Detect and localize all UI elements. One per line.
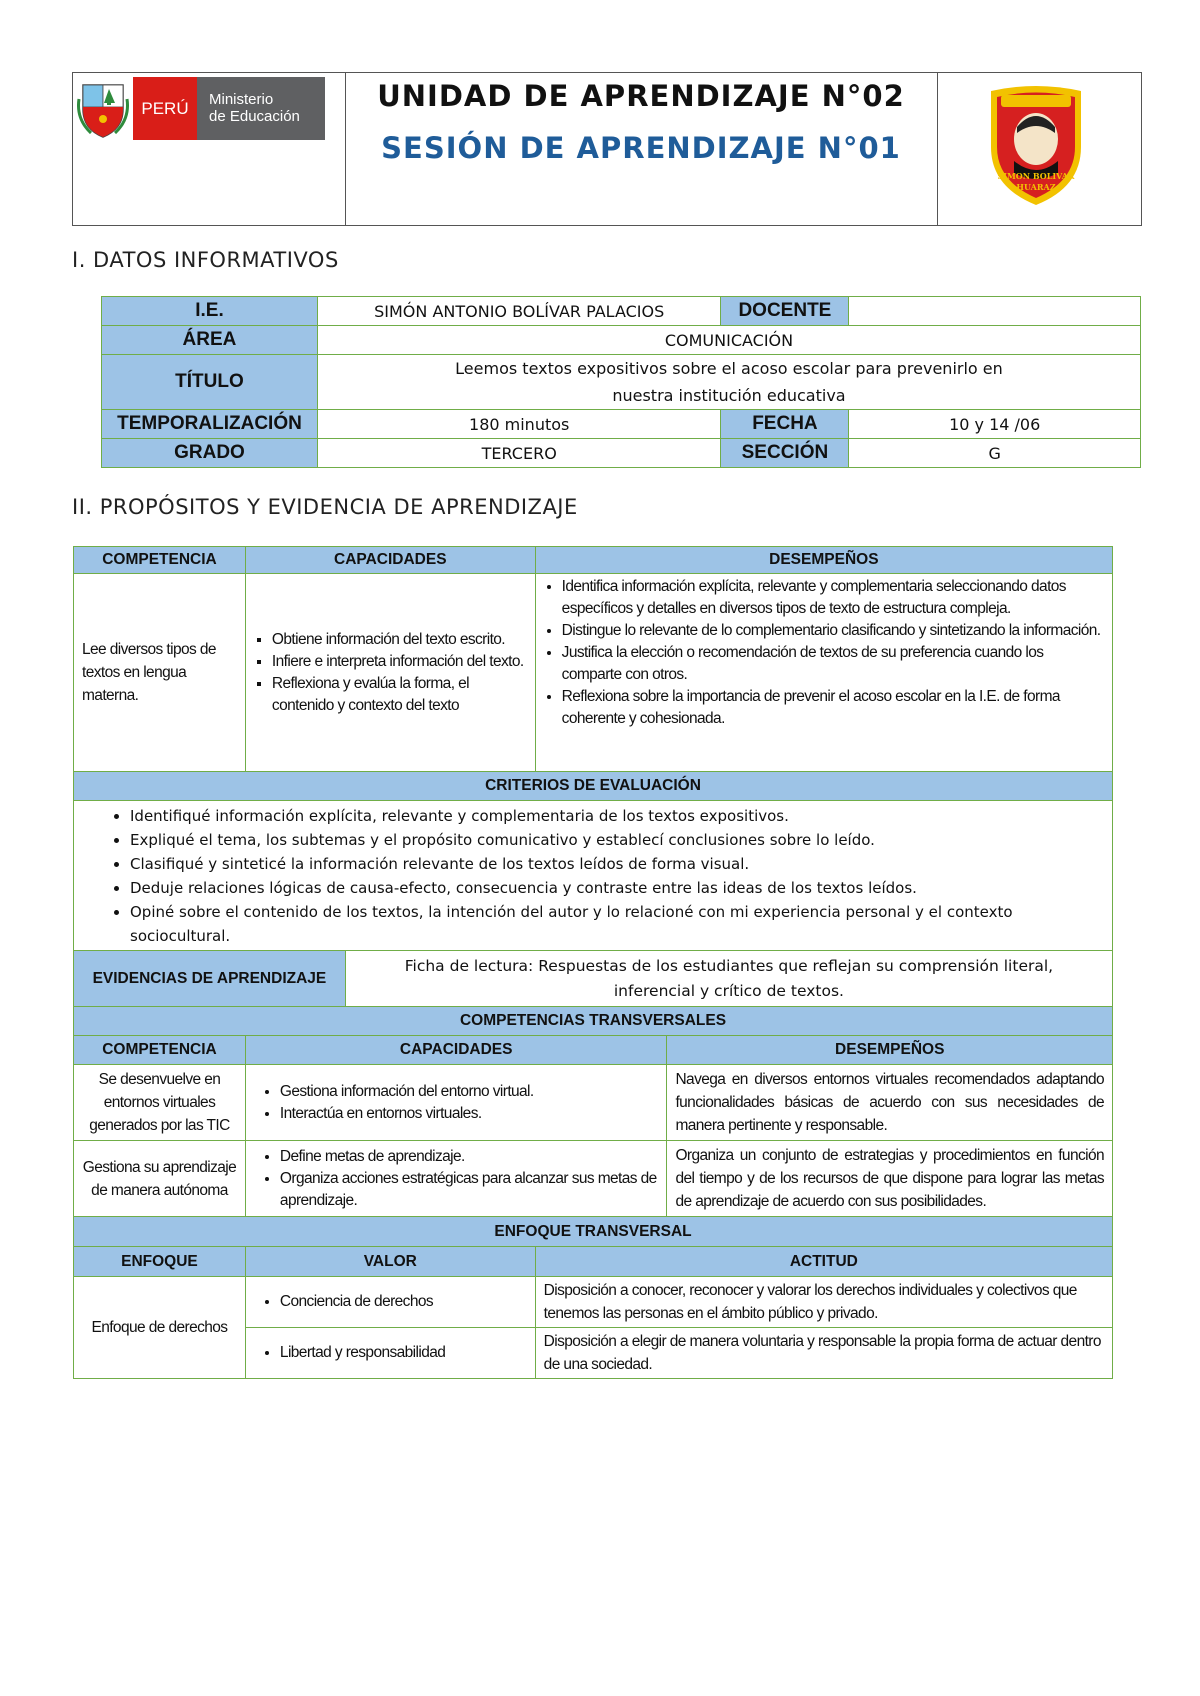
criterio-item: • Clasifiqué y sinteticé la información relevante de los textos leídos de forma visual. bbox=[130, 852, 1104, 876]
ministry-line2: de Educación bbox=[209, 108, 300, 125]
trans-header-desempenos: DESEMPEÑOS bbox=[667, 1036, 1113, 1065]
ministry-label bbox=[197, 77, 325, 140]
header-box bbox=[72, 72, 1142, 226]
transversales-title: COMPETENCIAS TRANSVERSALES bbox=[74, 1007, 1113, 1036]
header-capacidades: CAPACIDADES bbox=[245, 547, 535, 574]
enfoque-header-actitud: ACTITUD bbox=[535, 1247, 1112, 1277]
section-1-title: I. DATOS INFORMATIVOS bbox=[72, 248, 339, 272]
trans-competencia-cell: Gestiona su aprendizaje de manera autónoma bbox=[74, 1141, 246, 1217]
trans-capacidades-cell bbox=[245, 1065, 667, 1141]
section-2-title: II. PROPÓSITOS Y EVIDENCIA DE APRENDIZAJE bbox=[72, 495, 578, 519]
title-cell bbox=[345, 73, 938, 225]
trans-desempeno-cell: Navega en diversos entornos virtuales recomendados adaptando funcionalidades básicas de acuerdo con sus necesidades de manera pertinente y responsable. bbox=[667, 1065, 1113, 1141]
trans-capacidad-item: • Define metas de aprendizaje. bbox=[280, 1146, 659, 1168]
temporalizacion-label: TEMPORALIZACIÓN bbox=[102, 410, 318, 439]
area-label: ÁREA bbox=[102, 326, 318, 355]
trans-capacidad-item: • Organiza acciones estratégicas para alcanzar sus metas de aprendizaje. bbox=[280, 1168, 659, 1212]
evidencias-label: EVIDENCIAS DE APRENDIZAJE bbox=[74, 951, 346, 1007]
criterios-title: CRITERIOS DE EVALUACIÓN bbox=[74, 772, 1113, 801]
capacidad-item: ▪ Obtiene información del texto escrito. bbox=[272, 629, 527, 651]
trans-capacidad-item: • Interactúa en entornos virtuales. bbox=[280, 1103, 659, 1125]
actitud-cell: Disposición a elegir de manera voluntaria y responsable la propia forma de actuar dentro de una sociedad. bbox=[535, 1328, 1112, 1379]
ie-label: I.E. bbox=[102, 297, 318, 326]
capacidad-item: ▪ Infiere e interpreta información del texto. bbox=[272, 651, 527, 673]
evidencias-lead: Ficha de lectura: bbox=[404, 956, 534, 975]
desempeno-item: • Distingue lo relevante de lo complementario clasificando y sintetizando la información. bbox=[562, 620, 1104, 642]
datos-informativos-table bbox=[101, 296, 1141, 468]
competencia-cell: Lee diversos tipos de textos en lengua materna. bbox=[74, 574, 246, 772]
school-badge-cell bbox=[937, 73, 1141, 225]
seccion-label: SECCIÓN bbox=[721, 439, 849, 468]
desempenos-cell bbox=[535, 574, 1112, 772]
docente-value bbox=[849, 297, 1141, 326]
criterio-item: • Identifiqué información explícita, relevante y complementaria de los textos expositivos. bbox=[130, 804, 1104, 828]
propositos-table bbox=[73, 546, 1113, 1379]
trans-desempeno-cell: Organiza un conjunto de estrategias y procedimientos en función del tiempo y de los recursos de que dispone para lograr las metas de aprendizaje de acuerdo con sus posibilidades. bbox=[667, 1141, 1113, 1217]
evidencias-cell bbox=[345, 951, 1112, 1007]
header-competencia: COMPETENCIA bbox=[74, 547, 246, 574]
fecha-label: FECHA bbox=[721, 410, 849, 439]
ie-value: SIMÓN ANTONIO BOLÍVAR PALACIOS bbox=[317, 297, 720, 326]
school-badge-icon bbox=[981, 83, 1091, 209]
capacidades-cell bbox=[245, 574, 535, 772]
valor-item: • Conciencia de derechos bbox=[280, 1291, 527, 1313]
temporalizacion-value: 180 minutos bbox=[317, 410, 720, 439]
docente-label: DOCENTE bbox=[721, 297, 849, 326]
enfoque-header-valor: VALOR bbox=[245, 1247, 535, 1277]
desempeno-item: • Justifica la elección o recomendación de textos de su preferencia cuando los comparte con otros. bbox=[562, 642, 1104, 686]
evidencias-text: Respuestas de los estudiantes que reflejan su comprensión literal, inferencial y crítico de textos. bbox=[538, 956, 1054, 1000]
capacidad-item: ▪ Reflexiona y evalúa la forma, el contenido y contexto del texto bbox=[272, 673, 527, 717]
trans-header-capacidades: CAPACIDADES bbox=[245, 1036, 667, 1065]
trans-capacidad-item: • Gestiona información del entorno virtual. bbox=[280, 1081, 659, 1103]
trans-competencia-cell: Se desenvuelve en entornos virtuales generados por las TIC bbox=[74, 1065, 246, 1141]
grado-label: GRADO bbox=[102, 439, 318, 468]
titulo-value: Leemos textos expositivos sobre el acoso escolar para prevenirlo en nuestra institución educativa bbox=[317, 355, 1140, 410]
session-title: SESIÓN DE APRENDIZAJE N°01 bbox=[381, 131, 901, 165]
criterio-item: • Expliqué el tema, los subtemas y el propósito comunicativo y establecí conclusiones sobre lo leído. bbox=[130, 828, 1104, 852]
svg-text:HUARAZ: HUARAZ bbox=[1016, 182, 1056, 192]
header-desempenos: DESEMPEÑOS bbox=[535, 547, 1112, 574]
titulo-label: TÍTULO bbox=[102, 355, 318, 410]
peru-label: PERÚ bbox=[133, 77, 197, 140]
criterio-item: • Deduje relaciones lógicas de causa-efecto, consecuencia y contraste entre las ideas de los textos leídos. bbox=[130, 876, 1104, 900]
area-value: COMUNICACIÓN bbox=[317, 326, 1140, 355]
desempeno-item: • Identifica información explícita, relevante y complementaria seleccionando datos específicos y detalles en diversos tipos de texto de estructura compleja. bbox=[562, 576, 1104, 620]
enfoque-cell: Enfoque de derechos bbox=[74, 1277, 246, 1379]
seccion-value: G bbox=[849, 439, 1141, 468]
enfoque-header-enfoque: ENFOQUE bbox=[74, 1247, 246, 1277]
criterios-cell bbox=[74, 801, 1113, 951]
enfoque-title: ENFOQUE TRANSVERSAL bbox=[74, 1217, 1113, 1247]
svg-text:SIMON BOLIVAR: SIMON BOLIVAR bbox=[997, 171, 1075, 181]
valor-item: • Libertad y responsabilidad bbox=[280, 1342, 527, 1364]
trans-header-competencia: COMPETENCIA bbox=[74, 1036, 246, 1065]
desempeno-item: • Reflexiona sobre la importancia de prevenir el acoso escolar en la I.E. de forma coherente y cohesionada. bbox=[562, 686, 1104, 730]
unit-title: UNIDAD DE APRENDIZAJE N°02 bbox=[377, 79, 905, 113]
ministry-line1: Ministerio bbox=[209, 91, 274, 108]
valor-cell bbox=[245, 1277, 535, 1328]
valor-cell bbox=[245, 1328, 535, 1379]
fecha-value: 10 y 14 /06 bbox=[849, 410, 1141, 439]
actitud-cell: Disposición a conocer, reconocer y valorar los derechos individuales y colectivos que tenemos las personas en el ámbito público y privado. bbox=[535, 1277, 1112, 1328]
grado-value: TERCERO bbox=[317, 439, 720, 468]
coat-of-arms-icon bbox=[77, 79, 129, 141]
ministry-logo-cell bbox=[73, 73, 346, 225]
criterio-item: • Opiné sobre el contenido de los textos, la intención del autor y lo relacioné con mi experiencia personal y el contexto sociocultural. bbox=[130, 900, 1104, 948]
trans-capacidades-cell bbox=[245, 1141, 667, 1217]
